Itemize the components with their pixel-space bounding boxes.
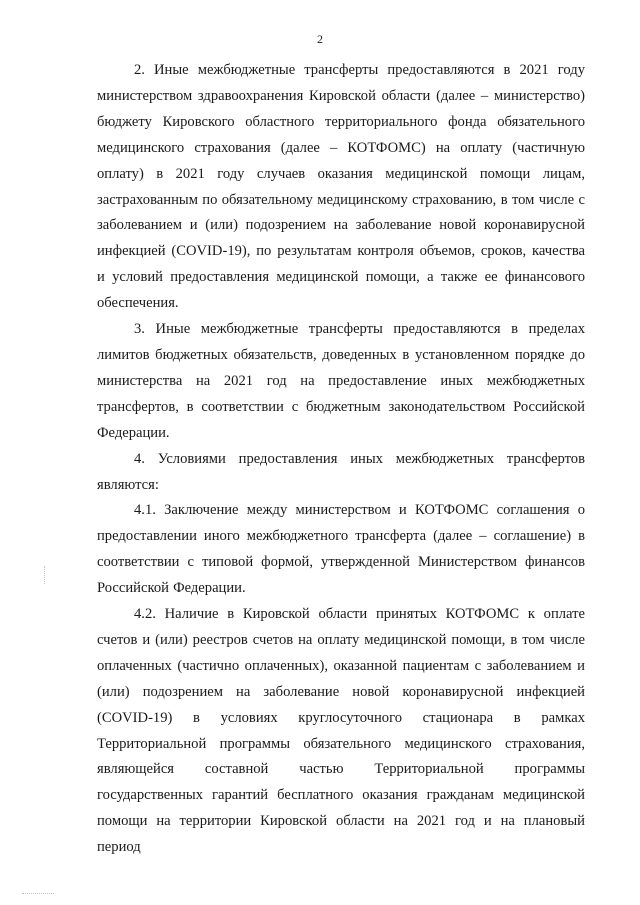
scan-footer-dots xyxy=(22,893,54,895)
document-body xyxy=(97,58,585,861)
paragraph-4: 4. Условиями предоставления иных межбюджетных трансфертов являются: xyxy=(97,450,585,493)
paragraph-4-2: 4.2. Наличие в Кировской области принятых КОТФОМС к оплате счетов и (или) реестров счетов на оплату медицинской помощи, в том числе оплаченных (частично оплаченных), оказанной пациентам с заболеванием и (или) подозрением на заболевание новой коронавирусной инфекцией (COVID-19) в условиях круглосуточного стационара в рамках Территориальной программы обязательного медицинского страхования, являющейся составной частью Территориальной программы государственных гарантий бесплатного оказания гражданам медицинской помощи на территории Кировской области на 2021 год и на плановый период xyxy=(97,606,585,856)
paragraph-3: 3. Иные межбюджетные трансферты предоставляются в пределах лимитов бюджетных обязательств, доведенных в установленном порядке до министерства на 2021 год на предоставление иных межбюджетных трансфертов, в соответствии с бюджетным законодательством Российской Федерации. xyxy=(97,321,585,441)
scan-margin-mark xyxy=(44,566,46,584)
paragraph-2: 2. Иные межбюджетные трансферты предоставляются в 2021 году министерством здравоохранения Кировской области (далее – министерство) бюджету Кировского областного территориального фонда обязательного медицинского страхования (далее – КОТФОМС) на оплату (частичную оплату) в 2021 году случаев оказания медицинской помощи лицам, застрахованным по обязательному медицинскому страхованию, в том числе с заболеванием и (или) подозрением на заболевание новой коронавирусной инфекцией (COVID-19), по результатам контроля объемов, сроков, качества и условий предоставления медицинской помощи, а также ее финансового обеспечения. xyxy=(97,62,585,312)
paragraph-4-1: 4.1. Заключение между министерством и КОТФОМС соглашения о предоставлении иного межбюджетного трансферта (далее – соглашение) в соответствии с типовой формой, утвержденной Министерством финансов Российской Федерации. xyxy=(97,502,585,597)
page-number: 2 xyxy=(317,32,323,46)
